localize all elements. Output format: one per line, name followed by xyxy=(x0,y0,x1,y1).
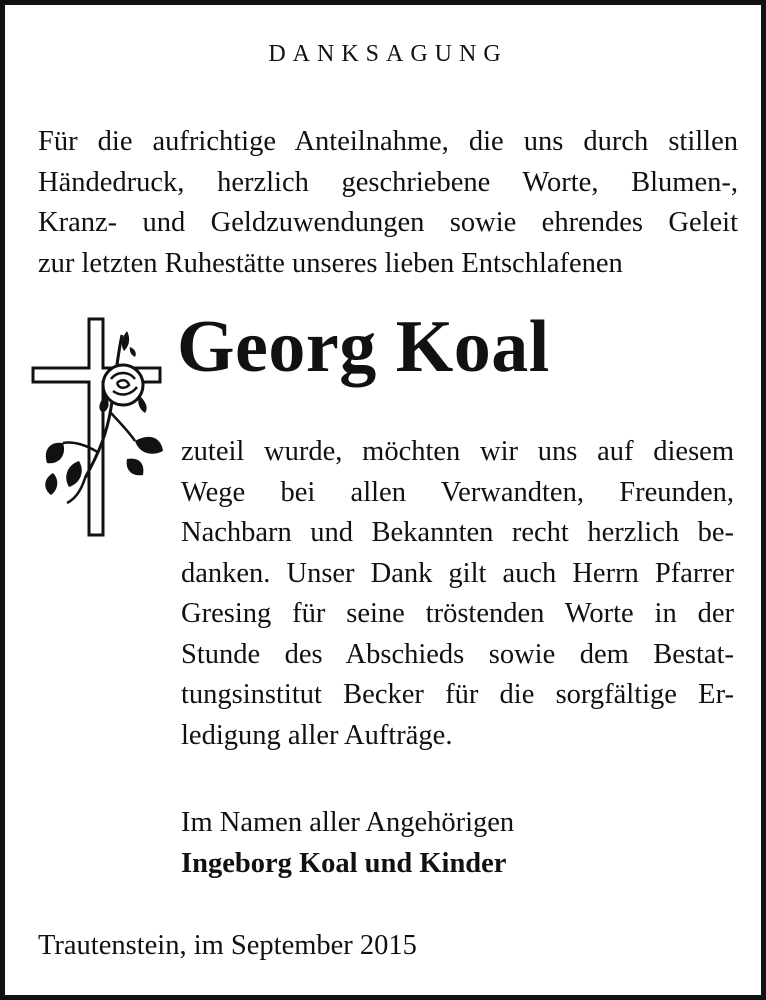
signature-names: Ingeborg Koal und Kinder xyxy=(181,848,507,879)
place-date: Trautenstein, im September 2015 xyxy=(38,930,417,961)
heading: DANKSAGUNG xyxy=(268,41,508,67)
cross-with-rose-icon xyxy=(27,313,177,543)
closing-line: Im Namen aller Angehörigen xyxy=(181,807,515,838)
body-line: Gresing für seine tröstenden Worte in der xyxy=(181,598,734,629)
body-paragraph xyxy=(181,432,734,756)
body-line: Stunde des Abschieds sowie dem Bestat- xyxy=(181,638,734,670)
intro-line: zur letzten Ruhestätte unseres lieben Entschlafenen xyxy=(38,247,623,279)
body-line: zuteil wurde, möchten wir uns auf diesem xyxy=(181,436,734,467)
intro-line: Händedruck, herzlich geschriebene Worte, Blumen-, xyxy=(38,166,738,198)
body-line: Nachbarn und Bekannten recht herzlich be- xyxy=(181,517,734,548)
body-line: Wege bei allen Verwandten, Freunden, xyxy=(181,476,734,508)
deceased-name: Georg Koal xyxy=(177,306,550,388)
intro-line: Kranz- und Geldzuwendungen sowie ehrendes Geleit xyxy=(38,207,738,238)
body-line: ledigung aller Aufträge. xyxy=(181,719,453,751)
intro-paragraph xyxy=(38,122,738,284)
body-line: tungsinstitut Becker für die sorgfältige Er- xyxy=(181,679,734,710)
intro-line: Für die aufrichtige Anteilnahme, die uns durch stillen xyxy=(38,126,738,157)
body-line: danken. Unser Dank gilt auch Herrn Pfarrer xyxy=(181,557,734,589)
